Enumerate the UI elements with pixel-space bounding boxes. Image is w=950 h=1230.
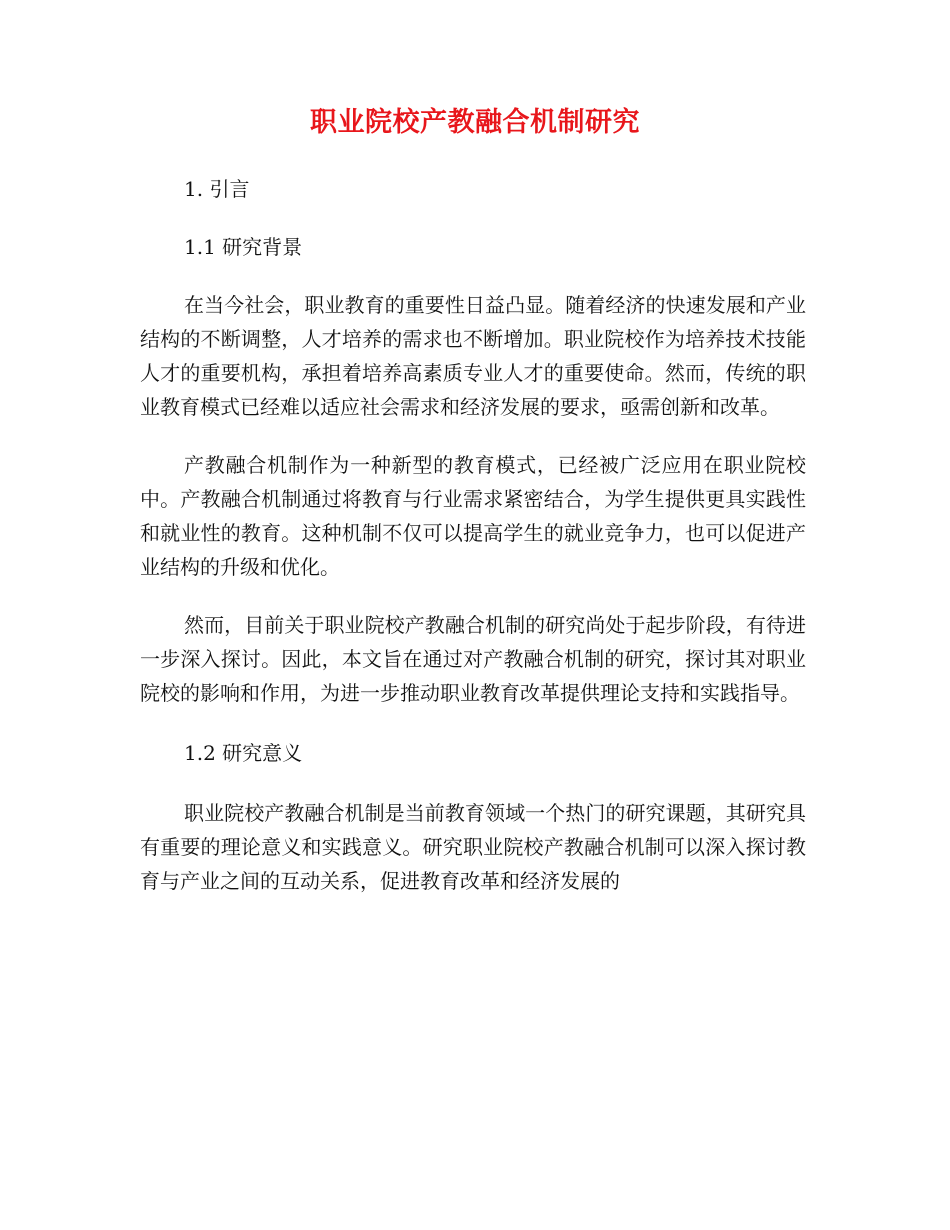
paragraph-background-3: 然而，目前关于职业院校产教融合机制的研究尚处于起步阶段，有待进一步深入探讨。因此，本文旨在通过对产教融合机制的研究，探讨其对职业院校的影响和作用，为进一步推动职业教育改革提供理论支持和实践指导。 <box>140 613 806 705</box>
paragraph-significance-1: 职业院校产教融合机制是当前教育领域一个热门的研究课题，其研究具有重要的理论意义和实践意义。研究职业院校产教融合机制可以深入探讨教育与产业之间的互动关系，促进教育改革和经济发展的 <box>140 801 806 893</box>
section-heading-research-significance: 1.2 研究意义 <box>184 741 303 765</box>
section-heading-research-background: 1.1 研究背景 <box>184 235 303 259</box>
section-heading-introduction: 1. 引言 <box>184 177 250 201</box>
paragraph-background-1: 在当今社会，职业教育的重要性日益凸显。随着经济的快速发展和产业结构的不断调整，人才培养的需求也不断增加。职业院校作为培养技术技能人才的重要机构，承担着培养高素质专业人才的重要使命。然而，传统的职业教育模式已经难以适应社会需求和经济发展的要求，亟需创新和改革。 <box>140 293 806 419</box>
document-title: 职业院校产教融合机制研究 <box>310 107 640 138</box>
document-body <box>140 172 806 898</box>
paragraph-background-2: 产教融合机制作为一种新型的教育模式，已经被广泛应用在职业院校中。产教融合机制通过将教育与行业需求紧密结合，为学生提供更具实践性和就业性的教育。这种机制不仅可以提高学生的就业竞争力，也可以促进产业结构的升级和优化。 <box>140 453 806 579</box>
